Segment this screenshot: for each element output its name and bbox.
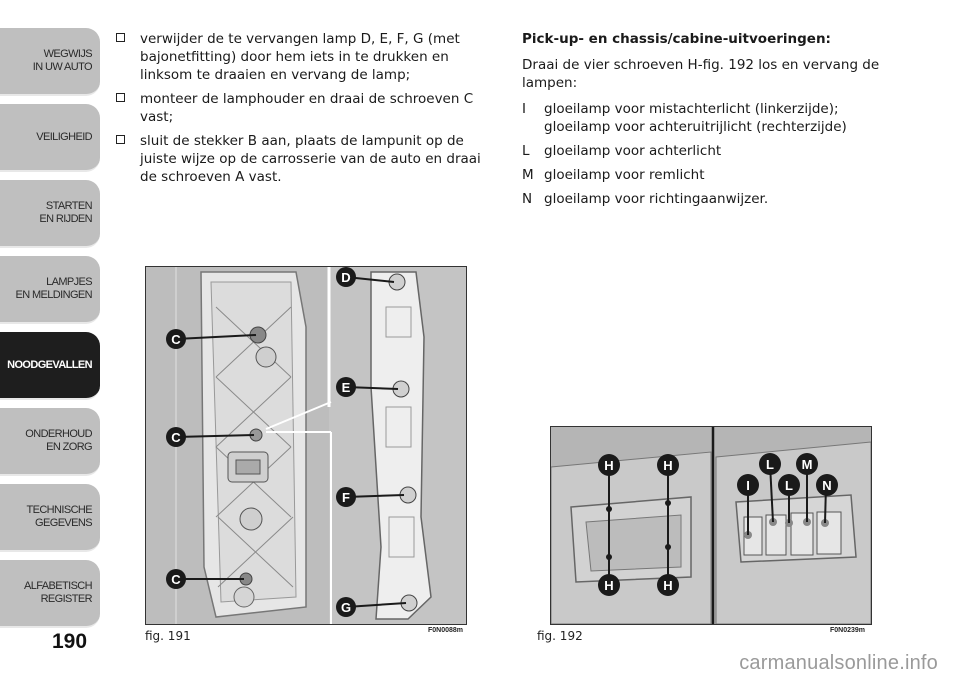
list-item <box>116 132 496 186</box>
bullet-text: verwijder de te vervangen lamp D, E, F, G (met bajonetfitting) door hem iets in te drukken en linksom te draaien en vervang de lamp; <box>140 31 460 83</box>
list-item <box>116 30 496 84</box>
callout-label: M <box>801 457 813 472</box>
tab-alfabetisch[interactable]: ALFABETISCH REGISTER <box>0 560 100 628</box>
section-heading: Pick-up- en chassis/cabine-uitvoeringen: <box>522 31 831 47</box>
callout-label: N <box>822 478 832 493</box>
callout-label: H <box>604 458 614 473</box>
item-letter: I <box>522 101 526 117</box>
callout-label: C <box>171 332 181 347</box>
list-item <box>116 90 496 126</box>
list-item <box>522 190 902 208</box>
item-text: gloeilamp voor mistachterlicht (linkerzijde); gloeilamp voor achteruitrijlicht (rechterzijde) <box>544 101 847 135</box>
list-item <box>522 166 902 184</box>
figure-192 <box>550 426 872 625</box>
bullet-text: monteer de lamphouder en draai de schroeven C vast; <box>140 91 474 125</box>
figure-caption: fig. 191 <box>145 629 191 643</box>
callout-label: C <box>171 430 181 445</box>
item-text: gloeilamp voor richtingaanwijzer. <box>544 191 769 207</box>
figure-191 <box>145 266 467 625</box>
checkbox-bullet-icon <box>116 93 125 102</box>
item-text: gloeilamp voor achterlicht <box>544 143 722 159</box>
figure-caption: fig. 192 <box>537 629 583 643</box>
callout-label: H <box>663 458 673 473</box>
checkbox-bullet-icon <box>116 135 125 144</box>
item-letter: N <box>522 191 533 207</box>
bullet-text: sluit de stekker B aan, plaats de lampunit op de juiste wijze op de carrosserie van de auto en draai de schroeven A vast. <box>140 133 481 185</box>
item-letter: M <box>522 167 534 183</box>
callout-label: H <box>604 578 614 593</box>
callout-label: H <box>663 578 673 593</box>
checkbox-bullet-icon <box>116 33 125 42</box>
tab-wegwijs[interactable]: WEGWIJS IN UW AUTO <box>0 28 100 96</box>
callout-label: D <box>341 270 351 285</box>
tab-onderhoud[interactable]: ONDERHOUD EN ZORG <box>0 408 100 476</box>
tab-veiligheid[interactable]: VEILIGHEID <box>0 104 100 172</box>
callout-label: F <box>342 490 350 505</box>
item-text: gloeilamp voor remlicht <box>544 167 705 183</box>
figure-code: F0N0239m <box>830 627 866 634</box>
figure-code: F0N0088m <box>428 627 464 634</box>
list-item <box>522 100 902 136</box>
tab-noodgevallen[interactable]: NOODGEVALLEN <box>0 332 100 400</box>
callout-label: L <box>766 457 774 472</box>
tab-lampjes[interactable]: LAMPJES EN MELDINGEN <box>0 256 100 324</box>
pickup-lamp-illustration <box>551 427 871 624</box>
pickup-section <box>522 30 902 214</box>
section-intro: Draai de vier schroeven H-fig. 192 los en vervang de lampen: <box>522 57 880 91</box>
rear-lamp-illustration <box>146 267 466 624</box>
page-number: 190 <box>52 630 88 653</box>
item-letter: L <box>522 143 530 159</box>
callout-label: E <box>341 380 351 395</box>
list-item <box>522 142 902 160</box>
watermark-text: carmanualsonline.info <box>739 652 938 674</box>
callout-label: G <box>340 600 352 615</box>
tab-starten[interactable]: STARTEN EN RIJDEN <box>0 180 100 248</box>
callout-label: I <box>746 478 750 493</box>
tab-technische[interactable]: TECHNISCHE GEGEVENS <box>0 484 100 552</box>
callout-label: L <box>785 478 793 493</box>
instruction-list <box>116 30 496 192</box>
callout-label: C <box>171 572 181 587</box>
